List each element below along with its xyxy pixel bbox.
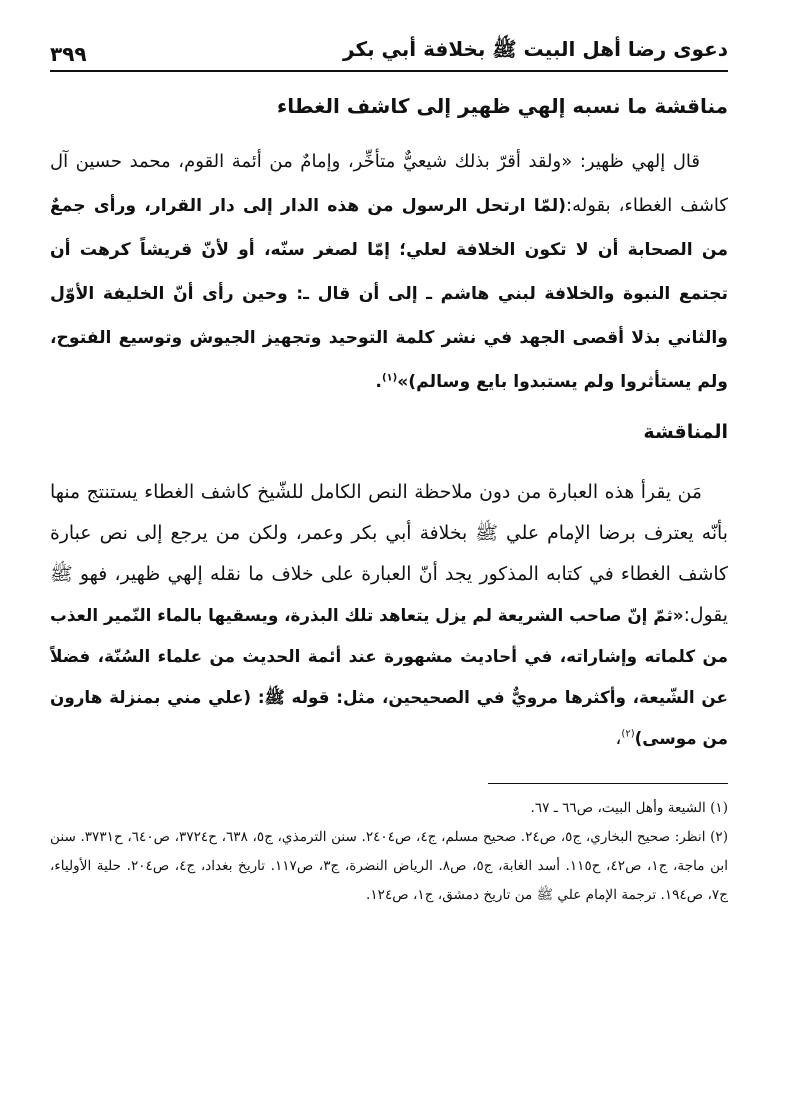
paragraph-lead: قال إلهي ظهير: «ولقد أقرّ بذلك شيعيٌّ متأخِّر، وإمامٌ من أئمة القوم، محمد حسين آل كاشف الغطاء، بقوله: (50, 151, 728, 216)
section-heading: مناقشة ما نسبه إلهي ظهير إلى كاشف الغطاء (277, 94, 728, 118)
discussion-paragraph (50, 472, 728, 759)
footnote-ref-1: (١) (381, 372, 398, 384)
discussion-tail: ، (615, 728, 622, 749)
page-number: ٣٩٩ (50, 42, 87, 66)
running-header (50, 30, 728, 72)
running-title: دعوى رضا أهل البيت ﷺ بخلافة أبي بكر (343, 37, 728, 61)
quoted-paragraph (50, 140, 728, 404)
discussion-text: مَن يقرأ هذه العبارة من دون ملاحظة النص الكامل للشّيخ كاشف الغطاء يستنتج منها بأنّه يعترف برضا الإمام علي ﷺ بخلافة أبي بكر وعمر، ولكن من يرجع إلى نص عبارة كاشف الغطاء في كتابه المذكور يجد أنّ العبارة على خلاف ما نقله إلهي ظهير، فهو ﷺ يقول: (50, 482, 728, 626)
footnotes (50, 794, 728, 910)
footnote-1: (١) الشيعة وأهل البيت، ص٦٦ ـ ٦٧. (530, 800, 728, 816)
sub-heading: المناقشة (643, 421, 728, 443)
book-page (50, 30, 728, 1080)
discussion-quote: «ثمّ إنّ صاحب الشريعة لم يزل يتعاهد تلك البذرة، ويسقيها بالماء النّمير العذب من كلماته وإشاراته، في أحاديث مشهورة عند أئمة الحديث من علماء السُنّة، فضلاً عن الشّيعة، وأكثرها مرويٌّ في الصحيحين، مثل: قوله ﷺ: (علي مني بمنزلة هارون من موسى) (50, 605, 728, 748)
footnote-divider (488, 783, 728, 784)
paragraph-quote: (لمّا ارتحل الرسول من هذه الدار إلى دار القرار، ورأى جمعٌ من الصحابة أن لا تكون الخلافة لعلي؛ إمّا لصغر سنّه، أو لأنّ قريشاً كرهت أن تجتمع النبوة والخلافة لبني هاشم ـ إلى أن قال ـ: وحين رأى أنّ الخليفة الأوّل والثاني بذلا أقصى الجهد في نشر كلمة التوحيد وتجهيز الجيوش وتوسيع الفتوح، ولم يستأثروا ولم يستبدوا بايع وسالم)» (50, 196, 728, 392)
footnote-ref-2: (٢) (621, 728, 635, 740)
paragraph-tail: . (375, 372, 382, 392)
footnote-2: (٢) انظر: صحيح البخاري، ج٥، ص٢٤. صحيح مسلم، ج٤، ص٢٤٠٤. سنن الترمذي، ج٥، ٦٣٨، ح٣٧٢٤، ص٦٤٠، ح٣٧٣١. سنن ابن ماجة، ج١، ص٤٢، ح١١٥. أسد الغابة، ج٥، ص٨. الرياض النضرة، ج٣، ص١١٧. تاريخ بغداد، ج٤، ص٢٠٤. حلية الأولياء، ج٧، ص١٩٤. ترجمة الإمام علي ﷺ من تاريخ دمشق، ج١، ص١٢٤. (50, 829, 728, 903)
